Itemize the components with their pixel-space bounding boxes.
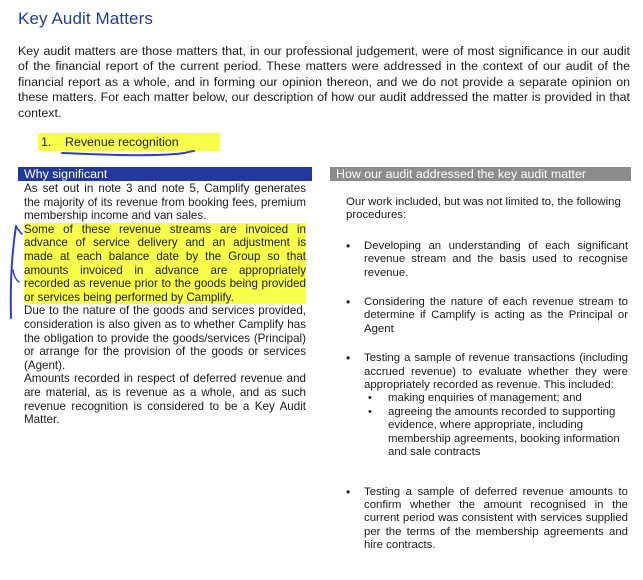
left-paragraph-2-highlighted: Some of these revenue streams are invoiced in advance of service delivery and an adjustment is made at each balance date by the Group so that amounts invoiced in advance are appropriately recorded as revenue prior to the goods being provided or services being performed by Camplify. — [24, 222, 306, 304]
ink-bracket-mark — [2, 222, 24, 322]
audit-approach-column — [346, 196, 628, 569]
sub-list-item: • making enquiries of management; and — [364, 392, 628, 405]
list-item: • Developing an understanding of each significant revenue stream and the basis used to recognise revenue. — [346, 240, 628, 280]
left-paragraph-1: As set out in note 3 and note 5, Camplify generates the majority of its revenue from booking fees, premium membership income and van sales. — [24, 182, 306, 223]
why-significant-header: Why significant — [18, 167, 312, 181]
list-item: • Testing a sample of deferred revenue amounts to confirm whether the amount recognised in the current period was consistent with services supplied per the terms of the membership agreements and hire contracts. — [346, 486, 628, 553]
procedures-list — [346, 240, 628, 553]
list-item: • Considering the nature of each revenue stream to determine if Camplify is acting as the Principal or Agent — [346, 296, 628, 336]
left-paragraph-3: Due to the nature of the goods and services provided, consideration is also given as to whether Camplify has the obligation to provide the goods/services (Principal) or arrange for the provision of the goods or services (Agent). — [24, 304, 306, 372]
list-item: • Testing a sample of revenue transactions (including accrued revenue) to evaluate whether they were appropriately recorded as revenue. This included: • making enquiries of management; and • agreeing the amounts recorded to supporting evidence, where appropriate, including membership agreements, booking information and sale contracts — [346, 352, 628, 459]
why-significant-column — [24, 182, 306, 427]
sub-procedures-list — [364, 392, 628, 459]
left-paragraph-4: Amounts recorded in respect of deferred revenue and are material, as is revenue as a whole, and as such revenue recognition is considered to be a Key Audit Matter. — [24, 372, 306, 427]
sub-list-item: • agreeing the amounts recorded to supporting evidence, where appropriate, including membership agreements, booking information and sale contracts — [364, 406, 628, 460]
audit-approach-header: How our audit addressed the key audit matter — [330, 167, 631, 181]
ink-underline-mark — [60, 146, 200, 160]
section-number: 1. — [41, 135, 52, 149]
procedures-intro: Our work included, but was not limited to, the following procedures: — [346, 196, 621, 222]
page-title: Key Audit Matters — [18, 9, 153, 28]
intro-paragraph: Key audit matters are those matters that, in our professional judgement, were of most significance in our audit of the financial report of the current period. These matters were addressed in the context of our audit of the financial report as a whole, and in forming our opinion thereon, and we do not provide a separate opinion on these matters. For each matter below, our description of how our audit addressed the matter is provided in that context. — [18, 44, 630, 120]
section-title: Revenue recognition — [65, 135, 179, 149]
